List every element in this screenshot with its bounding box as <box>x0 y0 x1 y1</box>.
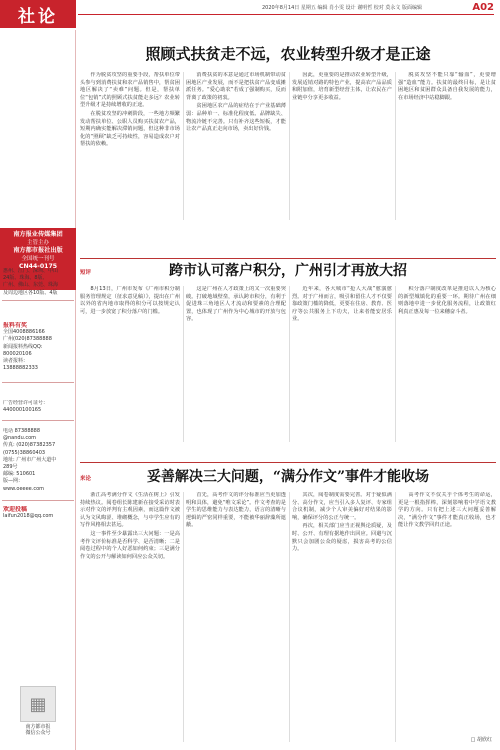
qr-caption-line: 微信公众号 <box>25 730 51 736</box>
article-separator <box>80 462 496 463</box>
hotline-line: 读者报料： <box>3 358 29 365</box>
section-label: 社论 <box>0 0 76 28</box>
qr-caption <box>4 724 72 736</box>
paragraph: 因此，更重要的是推动农业转型升级，发展适销对路的特色产业，提高农产品品质和附加值，培育新型经营主体，让农民在产业链中分享更多收益。 <box>292 72 392 101</box>
paragraph: 作为脱贫攻坚的重要手段，帮扶单位带头参与到消费扶贫和农产品销售中，帮贫困地区解决了“卖难”问题。但是，帮扶单位“包销”式的照顾式扶贫能走多远？农业转型升级才是持续增收的正途。 <box>80 72 180 109</box>
brand-issn-label: 全国统一刊号 <box>21 256 55 262</box>
edition-line: 及周边地区各10版、4版 <box>3 289 58 296</box>
article-1-col-4 <box>398 72 496 222</box>
edition-list <box>3 268 74 297</box>
contact-line: @nandu.com <box>3 435 37 442</box>
article-2-col-3 <box>292 286 392 444</box>
sidebar-divider <box>2 382 74 383</box>
paragraph: 首先，高考作文的评分标准应当更加透明和具体，避免“唯文采论”。作文考查的是学生的思维能力与表达能力，语言的清晰与逻辑的严密同样重要，不能被华丽辞藻所遮蔽。 <box>186 492 286 529</box>
brand-sponsor: 主管主办 <box>26 240 49 246</box>
hotline-line: 新闻报料热线QQ: <box>3 343 43 350</box>
column-divider <box>395 492 396 742</box>
edition-line: 24版、珠海、8版、 <box>3 275 48 282</box>
article-2-col-2 <box>186 286 286 444</box>
paragraph: 脱贫攻坚不能只靠“输血”，更要增强“造血”能力。扶贫的最终目标，是让贫困地区和贫困群众具备自我发展的能力，在市场经济中站稳脚跟。 <box>398 72 496 101</box>
hotline-line: 800020106 <box>3 350 32 357</box>
article-1-col-1 <box>80 72 180 222</box>
paragraph: 高考作文不仅关乎个体考生的命运，更是一根指挥棒，深刻影响着中学语文教学的方向。只有把上述三大问题妥善解决，“满分作文”事件才能真正收场，也才能让作文教学回归正途。 <box>398 492 496 529</box>
qr-caption-line: 南方都市报 <box>25 724 51 730</box>
article-2-kicker: 短评 <box>80 270 92 276</box>
paragraph: 消费扶贫的本意是通过市场机制带动贫困地区产业发展，而不是把扶贫产品变成摊派任务。“爱心助农”若成了强制购买，反而背离了政策的初衷。 <box>186 72 286 101</box>
column-divider <box>289 286 290 442</box>
contact-line: 289号 <box>3 464 18 471</box>
article-3-col-3 <box>292 492 392 742</box>
sidebar-divider <box>2 420 74 421</box>
article-2-col-4 <box>398 286 496 444</box>
sidebar-divider <box>2 500 74 501</box>
sidebar-divider <box>2 300 74 301</box>
paragraph: 这是广州在人才政策上的又一次重要突破。打破地域壁垒，承认跨市积分，有利于促进珠三角地区人才流动和要素的合理配置，也体现了广州作为中心城市的开放与包容。 <box>186 286 286 323</box>
brand-issn: CN44-0175 <box>18 263 58 270</box>
contact-block <box>3 428 74 493</box>
article-title-1: 照顾式扶贫走不远，农业转型升级才是正途 <box>145 45 431 63</box>
main-content <box>80 30 496 750</box>
contrib-block <box>3 506 74 520</box>
article-1-col-3 <box>292 72 392 222</box>
paragraph: 再次，相关部门应当正视舆论质疑，及时、公开、有理有据地作出回应。回避与沉默只会加剧公众的疑虑，损害高考的公信力。 <box>292 523 392 553</box>
paragraph: 贫困地区农产品的症结在于产业基础薄弱：品种单一、标准化程度低、品牌缺失、物流冷链不完善。只有补齐这些短板，才能让农产品真正走向市场，卖出好价钱。 <box>186 103 286 133</box>
article-2-col-1 <box>80 286 180 444</box>
brand-publisher: 南方都市报社出版 <box>13 247 63 254</box>
sidebar <box>0 30 76 750</box>
header-rule <box>78 14 494 15</box>
paragraph: 这一事件至少暴露出三大问题：一是高考作文评价标准是否科学、是否清晰；二是阅卷过程中的个人好恶如何约束；三是满分作文的公开与解读如何回应公众关切。 <box>80 530 180 560</box>
article-separator <box>80 258 496 259</box>
edition-line: 惠州、江门、深圳、中山 <box>3 268 59 274</box>
article-3-byline: □ 胡欣红 <box>470 737 492 743</box>
article-3-kicker: 来论 <box>80 476 92 482</box>
paragraph: 其次，阅卷制度需要完善。对于疑似满分、高分作文，应当引入多人复评、专家组合议机制，减少个人审美偏好对结果的影响，确保评分的公正与统一。 <box>292 492 392 521</box>
contact-line: (0755)38860403 <box>3 449 46 456</box>
article-3-col-1 <box>80 492 180 742</box>
brand-group: 南方报业传媒集团 <box>13 231 63 238</box>
column-divider <box>395 72 396 220</box>
contrib-title: 欢迎投稿 <box>3 506 28 513</box>
ad-license-number: 440000100165 <box>3 407 42 414</box>
contact-line: 地址: 广州市广州大道中 <box>3 456 57 463</box>
paragraph: 积分落户制度改革是推进以人为核心的新型城镇化的重要一环。期待广州在细则落地中进一步优化服务流程，让政策红利真正惠及每一位来穗奋斗者。 <box>398 286 496 315</box>
contact-line: 版—网： <box>3 478 24 485</box>
article-title-3: 妥善解决三大问题，“满分作文”事件才能收场 <box>146 469 430 485</box>
paragraph: 近年来，各大城市“抢人大战”愈演愈烈。对于广州而言，吸引和留住人才不仅要靠政策门槛的降低，更要在住房、教育、医疗等公共服务上下功夫，让来者能安居乐业。 <box>292 286 392 323</box>
column-divider <box>289 72 290 220</box>
page-number: A02 <box>472 2 494 13</box>
article-title-2: 跨市认可落户积分，广州引才再放大招 <box>169 263 407 279</box>
column-divider <box>183 286 184 442</box>
ad-license-title: 广告经营许可证号： <box>3 400 49 406</box>
ad-license-block <box>3 400 74 414</box>
column-divider <box>183 72 184 220</box>
paragraph: 浙江高考满分作文《生活在树上》引发持续热议。阅卷组长陈建新在接受采访时表示对作文的评判有主观因素，而这篇作文被认为文风晦涩、堆砌概念，与中学生应有的写作风格相去甚远。 <box>80 492 180 529</box>
contrib-email[interactable]: laifun2018@qq.com <box>3 513 54 520</box>
contact-line: 传真: (020)87382357 <box>3 442 56 449</box>
hotline-line: 13888882333 <box>3 365 38 372</box>
article-3-col-4 <box>398 492 496 732</box>
article-3-col-2 <box>186 492 286 742</box>
paragraph: 在脱贫攻坚的冲刺阶段，一些地方频繁发动帮扶单位、公职人员购买扶贫农产品，短期内确实能解决滞销问题，但这种非市场化的“照顾”缺乏可持续性，容易造成农户对帮扶的依赖。 <box>80 110 180 148</box>
contact-line: 邮编: 510601 <box>3 471 36 478</box>
qr-code-icon: ▦ <box>20 686 56 722</box>
edition-line: 广州、佛山、东莞、珠海 <box>3 282 59 289</box>
hotline-line: 全国4008886166 <box>3 329 45 336</box>
article-1-col-2 <box>186 72 286 222</box>
paragraph: 8月13日，广州市发布《广州市积分制服务管理规定（征求意见稿）》，提出在广州以外的省内地市取得的积分可以按规定认可，进一步放宽了积分落户的门槛。 <box>80 286 180 315</box>
website-link[interactable]: www.oeeee.com <box>3 485 45 492</box>
hotline-title: 报料有奖 <box>3 322 28 329</box>
hotline-block <box>3 322 74 372</box>
hotline-line: 广州(020)87388888 <box>3 336 52 343</box>
column-divider <box>289 492 290 742</box>
contact-line: 电话 87388888 <box>3 428 41 434</box>
header-meta: 2020年8月14日 星期五 编辑 肖小雯 设计 谢明哲 校对 莫永文 版面编辑 <box>262 5 422 11</box>
column-divider <box>183 492 184 742</box>
page-header <box>0 0 500 30</box>
column-divider <box>395 286 396 442</box>
